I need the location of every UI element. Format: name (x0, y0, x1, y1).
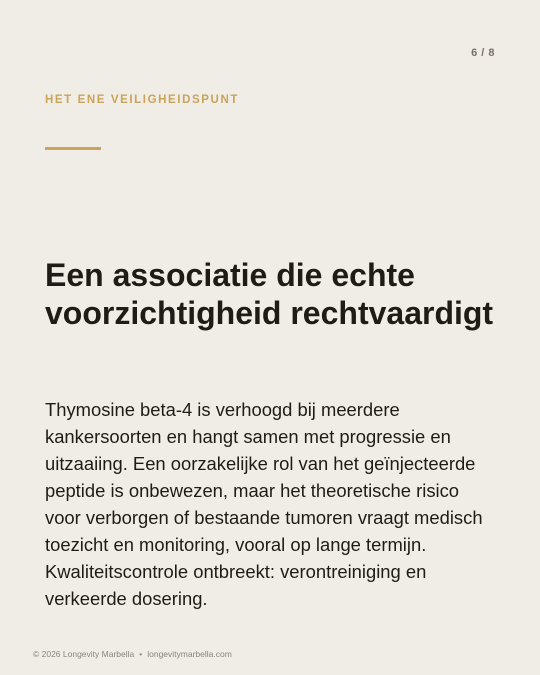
accent-divider (45, 147, 101, 150)
section-eyebrow: HET ENE VEILIGHEIDSPUNT (45, 94, 239, 106)
footer-copyright: © 2026 Longevity Marbella (33, 649, 135, 659)
slide-headline: Een associatie die echte voorzichtigheid rechtvaardigt (45, 257, 494, 331)
slide-body-text: Thymosine beta-4 is verhoogd bij meerdere kankersoorten en hangt samen met progressie en uitzaaiing. Een oorzakelijke rol van het geïnjecteerde peptide is onbewezen, maar het theoretische risico voor verborgen of bestaande tumoren vraagt medisch toezicht en monitoring, vooral op lange termijn. Kwaliteitscontrole ontbreekt: verontreiniging en verkeerde dosering. (45, 399, 483, 609)
footer-separator: • (139, 649, 143, 659)
page-counter: 6 / 8 (471, 47, 495, 59)
footer (33, 649, 232, 659)
footer-website: longevitymarbella.com (147, 649, 232, 659)
